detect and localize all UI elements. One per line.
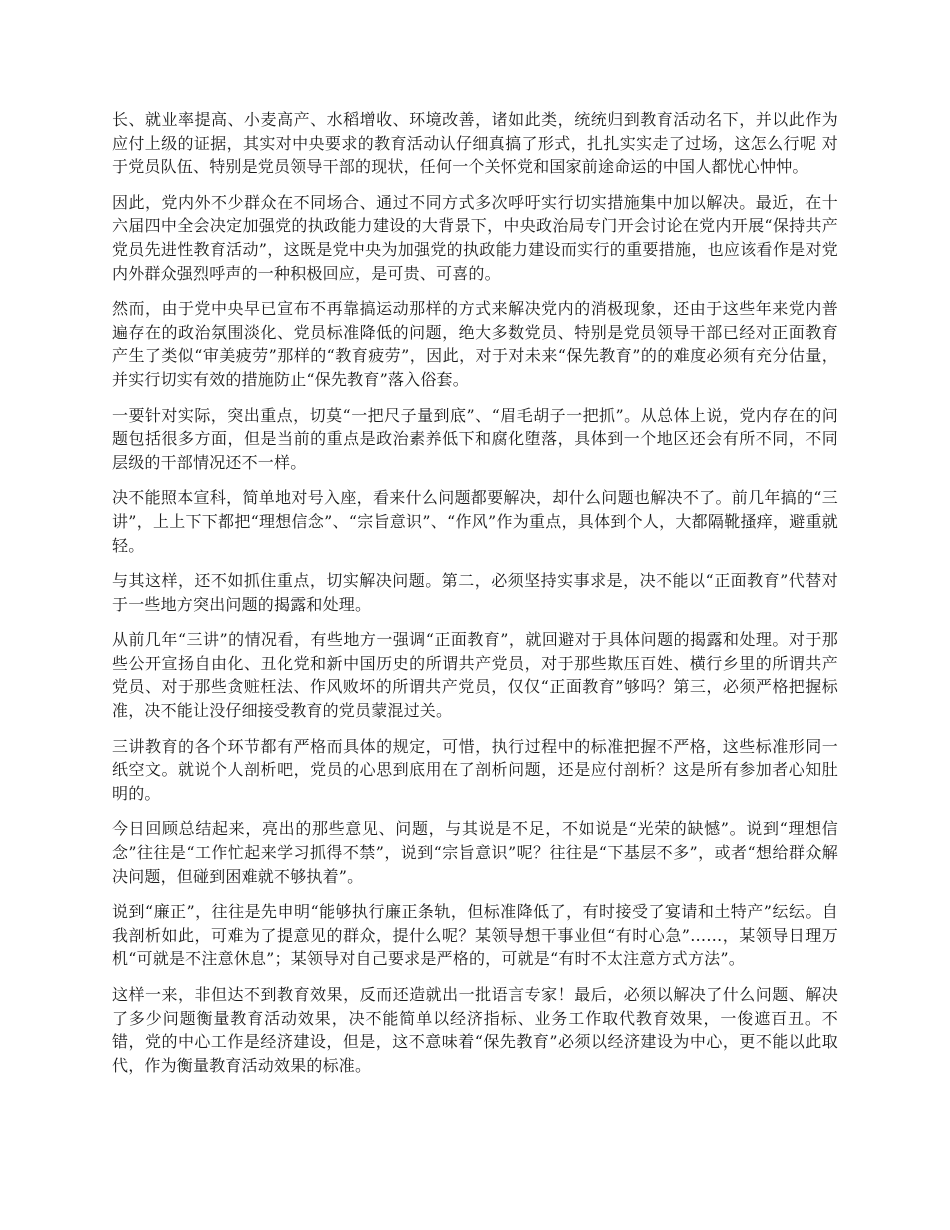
paragraph-7: 从前几年“三讲”的情况看，有些地方一强调“正面教育”，就回避对于具体问题的揭露和处理。对于那些公开宣扬自由化、丑化党和新中国历史的所谓共产党员，对于那些欺压百姓、横行乡里的所谓共产党员、对于那些贪赃枉法、作风败坏的所谓共产党员，仅仅“正面教育”够吗？第三，必须严格把握标准，决不能让没仔细接受教育的党员蒙混过关。: [112, 630, 838, 721]
paragraph-6: 与其这样，还不如抓住重点，切实解决问题。第二，必须坚持实事求是，决不能以“正面教育”代替对于一些地方突出问题的揭露和处理。: [112, 571, 838, 614]
paragraph-11: 这样一来，非但达不到教育效果，反而还造就出一批语言专家！最后，必须以解决了什么问题、解决了多少问题衡量教育活动效果，决不能简单以经济指标、业务工作取代教育效果，一俊遮百丑。不错，党的中心工作是经济建设，但是，这不意味着“保先教育”必须以经济建设为中心，更不能以此取代，作为衡量教育活动效果的标准。: [112, 985, 838, 1075]
paragraph-4: 一要针对实际，突出重点，切莫“一把尺子量到底”、“眉毛胡子一把抓”。从总体上说，党内存在的问题包括很多方面，但是当前的重点是政治素养低下和腐化堕落，具体到一个地区还会有所不同，不同层级的干部情况还不一样。: [112, 405, 838, 472]
paragraph-1: 长、就业率提高、小麦高产、水稻增收、环境改善，诸如此类，统统归到教育活动名下，并以此作为应付上级的证据，其实对中央要求的教育活动认仔细真搞了形式，扎扎实实走了过场，这怎么行呢 对于党员队伍、特别是党员领导干部的现状，任何一个关怀党和国家前途命运的中国人都忧心忡忡。: [112, 110, 838, 177]
paragraph-3: 然而，由于党中央早已宣布不再靠搞运动那样的方式来解决党内的消极现象，还由于这些年来党内普遍存在的政治氛围淡化、党员标准降低的问题，绝大多数党员、特别是党员领导干部已经对正面教育产生了类似“审美疲劳”那样的“教育疲劳”，因此，对于对未来“保先教育”的的难度必须有充分估量，并实行切实有效的措施防止“保先教育”落入俗套。: [112, 299, 838, 389]
paragraph-9: 今日回顾总结起来，亮出的那些意见、问题，与其说是不足，不如说是“光荣的缺憾”。说到“理想信念”往往是“工作忙起来学习抓得不禁”，说到“宗旨意识”呢？往往是“下基层不多”，或者“想给群众解决问题，但碰到困难就不够执着”。: [112, 819, 838, 886]
paragraph-2: 因此，党内外不少群众在不同场合、通过不同方式多次呼吁实行切实措施集中加以解决。最近，在十六届四中全会决定加强党的执政能力建设的大背景下，中央政治局专门开会讨论在党内开展“保持共产党员先进性教育活动”，这既是党中央为加强党的执政能力建设而实行的重要措施，也应该看作是对党内外群众强烈呼声的一种积极回应，是可贵、可喜的。: [112, 192, 838, 283]
paragraph-5: 决不能照本宣科，简单地对号入座，看来什么问题都要解决，却什么问题也解决不了。前几年搞的“三讲”，上上下下都把“理想信念”、“宗旨意识”、“作风”作为重点，具体到个人，大都隔靴搔痒，避重就轻。: [112, 488, 838, 555]
paragraph-10: 说到“廉正”，往往是先申明“能够执行廉正条轨，但标准降低了，有时接受了宴请和土特产”纭纭。自我剖析如此，可难为了提意见的群众，提什么呢？某领导想干事业但“有时心急”……，某领导日理万机“可就是不注意休息”；某领导对自己要求是严格的，可就是“有时不太注意方式方法”。: [112, 902, 838, 969]
paragraph-8: 三讲教育的各个环节都有严格而具体的规定，可惜，执行过程中的标准把握不严格，这些标准形同一纸空文。就说个人剖析吧，党员的心思到底用在了剖析问题，还是应付剖析？这是所有参加者心知肚明的。: [112, 736, 838, 803]
